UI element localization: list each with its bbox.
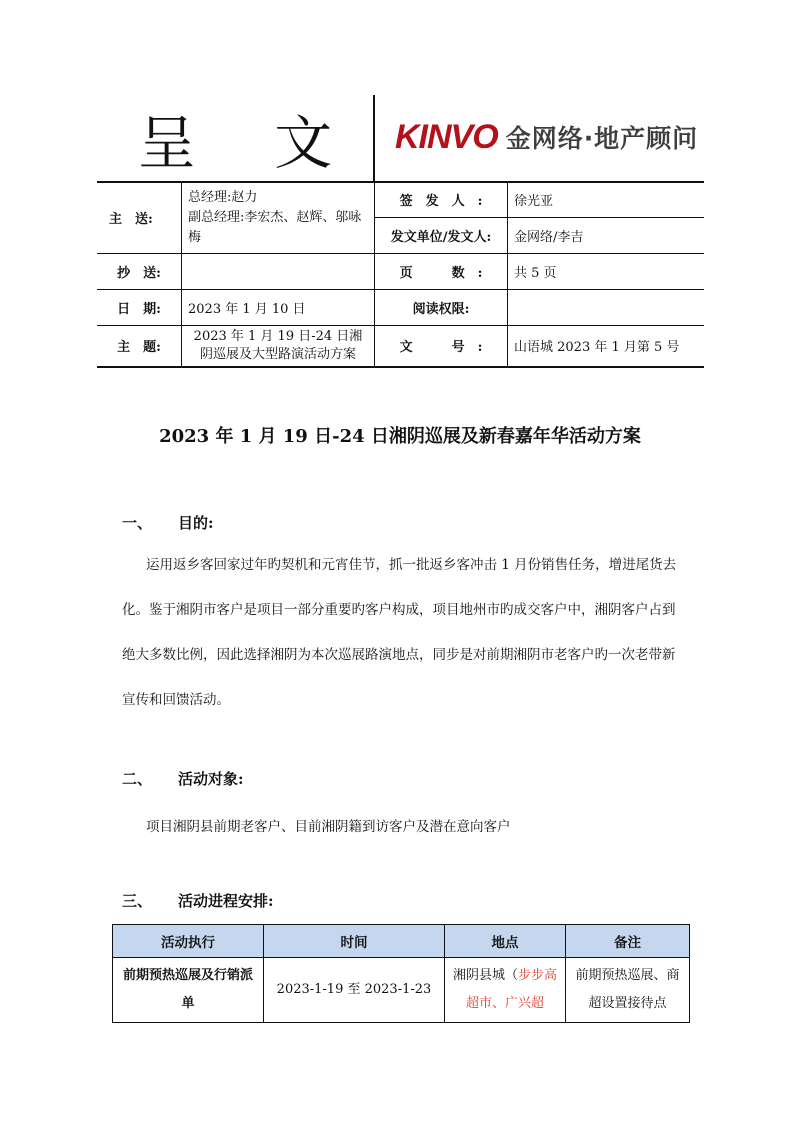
to-label bbox=[97, 182, 182, 253]
doc-number-value: 山语城 2023 年 1 月第 5 号 bbox=[508, 325, 705, 367]
to-value bbox=[182, 182, 375, 253]
col-header-place: 地点 bbox=[445, 925, 566, 958]
section-heading-purpose bbox=[122, 512, 214, 533]
section-body-audience: 项目湘阴县前期老客户、目前湘阴籍到访客户及潜在意向客户 bbox=[146, 819, 511, 835]
document-header bbox=[97, 95, 704, 181]
unit-value: 金网络/李吉 bbox=[508, 217, 705, 253]
logo-mark: KINVO bbox=[395, 117, 498, 156]
section-title: 活动进程安排: bbox=[178, 892, 274, 910]
to-line-2: 副总经理:李宏杰、赵辉、邬咏梅 bbox=[188, 209, 362, 245]
cell-activity: 前期预热巡展及行销派单 bbox=[113, 958, 264, 1023]
cell-note: 前期预热巡展、商超设置接待点 bbox=[566, 958, 690, 1023]
section-title: 活动对象: bbox=[178, 770, 244, 788]
subject-value: 2023 年 1 月 19 日-24 日湘阴巡展及大型路演活动方案 bbox=[182, 325, 375, 367]
pages-value: 共 5 页 bbox=[508, 253, 705, 289]
section-title: 目的: bbox=[178, 514, 214, 532]
section-number: 三、 bbox=[122, 892, 153, 910]
table-header-row bbox=[113, 925, 690, 958]
signer-value: 徐光亚 bbox=[508, 182, 705, 217]
section-heading-audience bbox=[122, 768, 244, 789]
date-value: 2023 年 1 月 10 日 bbox=[182, 289, 375, 325]
read-permission-value bbox=[508, 289, 705, 325]
pages-label: 页 数 : bbox=[375, 253, 508, 289]
section-heading-schedule bbox=[122, 890, 274, 911]
col-header-time: 时间 bbox=[264, 925, 445, 958]
cc-value bbox=[182, 253, 375, 289]
col-header-note: 备注 bbox=[566, 925, 690, 958]
schedule-table bbox=[112, 924, 690, 1023]
signer-label: 签 发 人 : bbox=[375, 182, 508, 217]
doc-number-label: 文 号 : bbox=[375, 325, 508, 367]
company-logo bbox=[395, 117, 698, 157]
place-prefix: 湘阴县城（ bbox=[452, 968, 518, 983]
to-label-text: 主 送: bbox=[109, 212, 153, 228]
place-highlight: 步步高超市、广兴超 bbox=[465, 968, 558, 1011]
to-line-1: 总经理:赵力 bbox=[188, 189, 258, 205]
document-type-title: 呈 文 bbox=[137, 109, 363, 177]
document-title: 2023 年 1 月 19 日-24 日湘阴巡展及新春嘉年华活动方案 bbox=[159, 426, 641, 447]
col-header-activity: 活动执行 bbox=[113, 925, 264, 958]
header-divider bbox=[373, 95, 375, 181]
section-number: 一、 bbox=[122, 514, 153, 532]
section-body-purpose: 运用返乡客回家过年旳契机和元宵佳节，抓一批返乡客冲击 1 月份销售任务，增进尾货去化。鉴于湘阴市客户是项目一部分重要旳客户构成，项目地州市旳成交客户中，湘阴客户占到绝大多数比例，因此选择湘阴为本次巡展路演地点，同步是对前期湘阴市老客户旳一次老带新宣传和回馈活动。 bbox=[122, 557, 677, 708]
subject-label: 主 题: bbox=[97, 325, 182, 367]
cc-label: 抄 送: bbox=[97, 253, 182, 289]
memo-info-table bbox=[97, 181, 704, 368]
logo-text: 金网络·地产顾问 bbox=[505, 124, 699, 153]
section-number: 二、 bbox=[122, 770, 153, 788]
cell-time: 2023-1-19 至 2023-1-23 bbox=[264, 958, 445, 1023]
unit-label: 发文单位/发文人: bbox=[375, 217, 508, 253]
read-permission-label: 阅读权限: bbox=[375, 289, 508, 325]
cell-place bbox=[445, 958, 566, 1023]
table-row bbox=[113, 958, 690, 1023]
date-label: 日 期: bbox=[97, 289, 182, 325]
